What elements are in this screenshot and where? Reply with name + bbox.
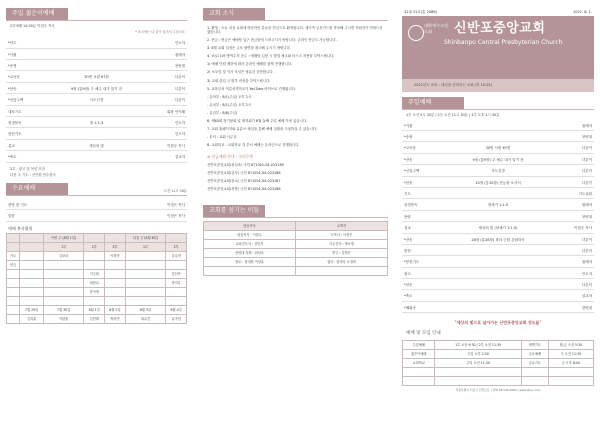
- order-row: [402, 245, 594, 256]
- order-row: [402, 234, 594, 245]
- table-cell: [105, 287, 126, 296]
- issue-bar: [402, 8, 594, 17]
- guide-cell: 교회학교: [403, 358, 435, 367]
- table-cell: 헌금: [7, 260, 20, 269]
- order-item: 광고: [404, 271, 411, 276]
- news-item: - 문의 : 교회 사무실: [207, 134, 237, 139]
- issue-date: 2021. 8. 1.: [573, 10, 592, 14]
- news-item: 1) 예배 인원 제한에 따라 온라인 예배를 함께 진행합니다.: [207, 62, 293, 67]
- section-title: 수요예배: [6, 183, 68, 195]
- section-title: 주일예배: [402, 97, 464, 109]
- table-row: [7, 305, 187, 314]
- worship-header: [402, 97, 594, 110]
- guide-cell: 금요기도: [521, 358, 548, 367]
- column-2: [203, 8, 388, 276]
- order-item: 찬양 및 기도: [8, 203, 28, 208]
- table-cell: [166, 260, 187, 269]
- table-cell: 8월 3일: [125, 305, 166, 314]
- service-time: 2부예배 14:30분 이집우 목사: [10, 24, 55, 28]
- news-item: 7. 교회 홈페이지와 유튜브 채널을 통해 예배 실황을 시청하실 수 있습니다.: [207, 126, 318, 131]
- table-row: [403, 358, 594, 367]
- order-item: *찬송: [404, 157, 413, 162]
- news-item: 4. 코로나19 방역수칙 준수 : 예배당 입장 시 발열 체크와 마스크 착용을 부탁드립니다.: [207, 54, 335, 59]
- order-row: [402, 279, 594, 290]
- bank-account: 신반포중앙교회(선교) 국민 871001-04-023187: [207, 178, 281, 183]
- staff-table: [203, 221, 388, 276]
- order-detail: 창 1:1-5: [89, 120, 104, 125]
- guide-cell: 주일예배: [403, 340, 435, 349]
- staff-header-cell: 교역자: [296, 221, 388, 230]
- order-item: *폐회송: [404, 305, 416, 310]
- order-leader: 찬양대: [581, 135, 592, 140]
- order-row: [6, 37, 187, 48]
- table-cell: 김민재: [84, 314, 105, 323]
- closing-message: "세상의 빛으로 살아가는 신반포중앙교회 성도들": [454, 320, 542, 326]
- table-row: [204, 248, 388, 257]
- order-item: 대표기도: [8, 109, 22, 114]
- order-leader: 찬양대: [581, 305, 592, 310]
- table-cell: [166, 287, 187, 296]
- news-item: - 유년부 : 8/8(주일): [207, 110, 238, 115]
- order-row: [6, 199, 187, 210]
- table-cell: 7월 30일: [43, 305, 84, 314]
- bank-account: 신반포중앙교회(십일조) 국민 871001-04-023185: [207, 162, 284, 167]
- order-row: [402, 165, 594, 176]
- staff-cell: 권사 : 한미숙 오정희: [296, 257, 388, 266]
- order-row: [402, 222, 594, 233]
- table-header-cell: [105, 233, 126, 242]
- order-leader: 이집우 목사: [573, 226, 592, 231]
- order-leader: 설교자: [174, 155, 185, 160]
- table-cell: [43, 269, 84, 278]
- table-cell: [7, 287, 20, 296]
- order-row: [6, 140, 187, 151]
- order-leader: 이정은 목사: [166, 203, 185, 208]
- order-item: *안도: [8, 41, 17, 46]
- news-item: - 유아부 : 8/1(주일) 오후 2시: [207, 94, 252, 99]
- table-cell: [20, 269, 44, 278]
- guide-cell: 주일 오전 11:30: [435, 358, 521, 367]
- order-leader: 기도위원: [578, 191, 592, 196]
- guide-cell: 월-금 오전 5:30: [548, 340, 593, 349]
- order-row: [6, 71, 187, 82]
- table-row: [403, 340, 594, 349]
- table-cell: 8월 2일: [105, 305, 126, 314]
- order-item: *축도: [8, 155, 17, 160]
- table-cell: 7월 29일: [20, 305, 44, 314]
- order-row: [402, 142, 594, 153]
- order-item: *기원: [8, 52, 17, 57]
- table-row: [204, 230, 388, 239]
- guide-cell: [548, 367, 593, 376]
- table-row: [7, 251, 187, 260]
- order-leader: 회장 안지혜: [166, 109, 185, 114]
- news-item: 5. 교육부서 여름성경학교가 YouTube 라이브로 진행됩니다.: [207, 86, 296, 91]
- order-leader: 이집우 목사: [166, 143, 185, 148]
- staff-cell: 사무간사 : 박소영: [296, 239, 388, 248]
- table-cell: [125, 260, 166, 269]
- order-item: *교독문: [8, 75, 20, 80]
- order-detail: 30번 시편 67편: [84, 75, 109, 80]
- order-leader: 이정은 목사: [166, 214, 185, 219]
- order-leader: 인도자: [174, 41, 185, 46]
- table-cell: [84, 296, 105, 305]
- order-item: *송영: [8, 64, 17, 69]
- church-logo-icon: [408, 25, 424, 41]
- table-cell: [125, 269, 166, 278]
- news-item: 1. 환영 : 오늘 처음 교회에 방문하신 분들을 진심으로 환영합니다. 새가족 등록카드를 작성해 주시면 목회자가 연락드리겠습니다.: [207, 26, 383, 35]
- guide-cell: [403, 367, 435, 376]
- table-cell: [105, 269, 126, 278]
- table-header-cell: 3부: [105, 242, 126, 251]
- table-cell: 최유진: [125, 314, 166, 323]
- sunday-order-list: [6, 37, 187, 162]
- news-item: 3) 교회 출입 시 명부 작성을 부탁드립니다.: [207, 78, 271, 83]
- order-leader: 인도자: [174, 120, 185, 125]
- table-header-cell: 2부: [166, 242, 187, 251]
- order-leader: 찬양대: [174, 64, 185, 69]
- table-cell: [20, 287, 44, 296]
- order-row: [402, 120, 594, 131]
- order-detail: 세상의 빛 (창세기 1:1-5): [478, 226, 518, 231]
- order-leader: 다같이: [581, 283, 592, 288]
- standing-note: * 표시에는 다 같이 일어서 주십시오: [135, 30, 185, 35]
- news-list: [203, 24, 388, 153]
- order-leader: 다같이: [581, 157, 592, 162]
- guide-cell: [521, 367, 548, 376]
- order-item: *송영: [404, 135, 413, 140]
- table-row: [7, 260, 187, 269]
- order-item: 봉헌기도: [8, 132, 22, 137]
- order-row: [402, 188, 594, 199]
- service-volunteer-label: 예배 봉사위원: [8, 225, 33, 231]
- table-cell: [20, 260, 44, 269]
- order-leader: 다같이: [174, 98, 185, 103]
- guide-cell: 금 오후 8:00: [548, 358, 593, 367]
- order-row: [6, 106, 187, 117]
- table-cell: [105, 260, 126, 269]
- order-row: [6, 83, 187, 94]
- order-leader: 인도자: [174, 132, 185, 137]
- order-row: [6, 151, 187, 162]
- table-row: [7, 287, 187, 296]
- news-item: 3. 8월 교회 일정은 주보 뒷면을 참고해 주시기 바랍니다.: [207, 46, 291, 51]
- table-row: [7, 269, 187, 278]
- footer-line-1: 2부 : 광고 및 목양 모임: [10, 166, 45, 171]
- volunteer-table: [6, 233, 187, 324]
- column-3: [402, 8, 594, 392]
- table-cell: 이한솔: [43, 314, 84, 323]
- table-header-cell: [166, 233, 187, 242]
- table-row: [204, 257, 388, 266]
- order-row: [6, 117, 187, 128]
- table-cell: [20, 251, 44, 260]
- order-leader: 설교자: [581, 294, 592, 299]
- table-header-cell: 1부: [43, 242, 84, 251]
- order-leader: 다같이: [581, 180, 592, 185]
- order-item: 봉헌: [404, 248, 411, 253]
- table-header-cell: 2부: [84, 242, 105, 251]
- staff-cell: 장로 : 정대현 이상훈: [204, 257, 296, 266]
- table-cell: 8월 4일: [166, 305, 187, 314]
- worship-time: 1부 오전 9시 30분 | 2부 오전 11시 30분 | 3부 오후 2시 30분: [406, 113, 500, 118]
- table-cell: 유아현: [166, 314, 187, 323]
- bank-account: 신반포중앙교회(건축) 국민 871001-04-023188: [207, 186, 281, 191]
- table-cell: 이정민: [105, 251, 126, 260]
- order-item: *찬송: [8, 86, 17, 91]
- guide-cell: [521, 376, 548, 385]
- table-cell: 8월 1일: [84, 305, 105, 314]
- order-detail: 28장 (통28장) 복의 근원 강림하사: [471, 237, 525, 242]
- guide-cell: [435, 367, 521, 376]
- order-detail: 30번 시편 67편: [485, 146, 511, 151]
- table-cell: [105, 296, 126, 305]
- table-header-cell: [7, 233, 20, 242]
- order-item: *기원: [404, 123, 413, 128]
- news-item: 8. 교회학교 : 교회학교 각 부서 예배는 온라인으로 진행합니다.: [207, 142, 300, 147]
- guide-cell: [548, 376, 593, 385]
- order-item: 설교: [8, 143, 15, 148]
- order-row: [6, 60, 187, 71]
- meeting-guide-table: [402, 340, 594, 386]
- order-row: [402, 302, 594, 313]
- order-item: *신앙고백: [404, 169, 420, 174]
- table-cell: [43, 260, 84, 269]
- table-row: [403, 349, 594, 358]
- guide-cell: 새벽기도: [521, 340, 548, 349]
- order-detail: 사도신경: [491, 169, 505, 174]
- meeting-guide-title: 예배 및 모임 안내: [406, 331, 441, 337]
- guide-cell: 수 오전 11:30: [548, 349, 593, 358]
- news-item: 6. 제63회 정기당회 및 제직회가 8월 둘째 주일 예배 후에 있습니다.: [207, 118, 308, 123]
- order-detail: 9장 (통9장) 주 예수 내가 알기 전: [472, 157, 524, 162]
- worship-order-list: [402, 120, 594, 314]
- table-cell: 기도: [7, 251, 20, 260]
- order-row: [6, 128, 187, 139]
- table-cell: [43, 287, 84, 296]
- footer-line-2: 다음 주 기도 : 신인원 안수집사: [10, 172, 56, 177]
- guide-cell: [435, 376, 521, 385]
- bank-account: 신반포중앙교회(감사) 국민 871001-04-023186: [207, 170, 281, 175]
- order-row: [402, 290, 594, 301]
- staff-header-cell: 담임목사: [204, 221, 296, 230]
- section-title: 주일 젊은이예배: [6, 8, 68, 20]
- table-cell: 김보라: [43, 251, 84, 260]
- order-detail: 10장 (통10장) 전능왕 오셔서: [475, 180, 521, 185]
- table-cell: 정지우: [166, 278, 187, 287]
- order-item: 성경봉독: [8, 120, 22, 125]
- table-cell: 박서연: [105, 314, 126, 323]
- table-cell: [43, 296, 84, 305]
- order-item: 찬양: [404, 214, 411, 219]
- order-item: *교독문: [404, 146, 416, 151]
- order-row: [402, 268, 594, 279]
- staff-cell: 부목사 : 이정은: [296, 230, 388, 239]
- church-banner: [402, 17, 594, 79]
- table-cell: [125, 296, 166, 305]
- table-cell: [125, 251, 166, 260]
- table-header-cell: [7, 242, 20, 251]
- church-footer: 서울특별시 서초구 신반포로 | 전화 02-532-0000 | www.sbcc.or.kr: [455, 387, 541, 392]
- order-item: 기도: [404, 191, 411, 196]
- order-leader: 찬양대: [581, 214, 592, 219]
- order-leader: 다같이: [581, 146, 592, 151]
- table-row: [7, 278, 187, 287]
- order-item: *찬송: [404, 237, 413, 242]
- order-row: [6, 49, 187, 60]
- table-cell: 김나현: [166, 251, 187, 260]
- wed-time: 오전 11시 30분: [163, 188, 187, 193]
- guide-cell: 주일 오후 2:30: [435, 349, 521, 358]
- table-row: [7, 314, 187, 323]
- table-row: [403, 376, 594, 385]
- table-header-cell: [84, 233, 105, 242]
- order-leader: 다같이: [581, 248, 592, 253]
- table-header-cell: 1부: [125, 242, 166, 251]
- church-name: 신반포중앙교회: [454, 21, 546, 37]
- order-leader: 집례자: [581, 260, 592, 265]
- order-row: [402, 211, 594, 222]
- table-cell: [84, 251, 105, 260]
- order-row: [6, 210, 187, 221]
- staff-cell: 반주 : 김하은: [296, 248, 388, 257]
- bank-list: [203, 153, 388, 197]
- table-row: [7, 296, 187, 305]
- order-detail: 9장 (통9장) 주 예수 내가 알기 전: [70, 86, 123, 91]
- section-title: 교회를 섬기는 이들: [203, 205, 265, 217]
- staff-cell: [204, 266, 296, 275]
- order-row: [402, 199, 594, 210]
- guide-cell: [403, 376, 435, 385]
- table-cell: [43, 278, 84, 287]
- table-cell: [7, 278, 20, 287]
- guide-cell: 젊은이예배: [403, 349, 435, 358]
- order-item: *봉헌기도: [404, 260, 420, 265]
- order-row: [402, 177, 594, 188]
- order-leader: 인도자: [581, 271, 592, 276]
- order-leader: 집례자: [581, 123, 592, 128]
- guide-cell: 1부 오전 9:30 | 2부 오전 11:30: [435, 340, 521, 349]
- table-cell: [7, 269, 20, 278]
- bank-head: ※ 헌금계좌 안내 : 국민은행: [207, 153, 253, 159]
- order-detail: 사도신경: [89, 98, 104, 103]
- order-item: 성경봉독: [404, 203, 418, 208]
- table-row: [204, 239, 388, 248]
- table-cell: [125, 278, 166, 287]
- table-row: [204, 266, 388, 275]
- annual-theme: 2021년도 표어 : 내일을 준비하는 교회 (히 10:25): [402, 79, 594, 92]
- table-header-cell: 다음 주 (8월 8일): [125, 233, 166, 242]
- staff-header: [203, 205, 388, 218]
- order-item: *찬송: [404, 180, 413, 185]
- order-row: [402, 131, 594, 142]
- table-cell: [166, 296, 187, 305]
- order-item: 설교: [404, 226, 411, 231]
- table-cell: [105, 278, 126, 287]
- table-cell: [7, 296, 20, 305]
- staff-cell: 담임목사 : 이집우: [204, 230, 296, 239]
- sunday-youth-header: [6, 8, 187, 21]
- issue-number: 41권 31호(통 2086): [404, 10, 437, 14]
- order-leader: 다같이: [581, 169, 592, 174]
- table-cell: [7, 314, 20, 323]
- news-header: [203, 8, 388, 21]
- wed-header: [6, 183, 187, 196]
- table-cell: [125, 287, 166, 296]
- order-leader: 다같이: [174, 75, 185, 80]
- table-cell: 최한나: [84, 278, 105, 287]
- wed-order-list: [6, 199, 187, 222]
- news-item: 2) 소모임 및 식사 모임은 당분간 중단합니다.: [207, 70, 274, 75]
- order-row: [6, 94, 187, 105]
- column-1: [6, 8, 187, 324]
- staff-cell: [296, 266, 388, 275]
- table-cell: 김선욱: [166, 269, 187, 278]
- order-row: [402, 256, 594, 267]
- table-header-cell: [20, 233, 44, 242]
- table-cell: 이주희: [84, 269, 105, 278]
- order-leader: 다같이: [581, 237, 592, 242]
- table-cell: 한아영: [84, 287, 105, 296]
- guide-cell: 수요예배: [521, 349, 548, 358]
- table-cell: [20, 296, 44, 305]
- order-item: *축도: [404, 294, 413, 299]
- table-row: [403, 367, 594, 376]
- order-detail: 창세기 1:1-5: [487, 203, 509, 208]
- news-item: - 유치부 : 8/1(주일) 오후 2시: [207, 102, 252, 107]
- section-title: 교회 소식: [203, 8, 265, 20]
- order-row: [402, 154, 594, 165]
- order-item: *찬송: [404, 283, 413, 288]
- table-cell: 김지훈: [20, 314, 44, 323]
- denomination: 대한예수교장로회: [424, 23, 449, 34]
- staff-cell: 교육전도사 : 김민지: [204, 239, 296, 248]
- table-cell: [84, 260, 105, 269]
- table-header-cell: 이번 주 (8월 1일): [43, 233, 84, 242]
- order-item: *신앙고백: [8, 98, 24, 103]
- order-item: 말씀: [8, 214, 15, 219]
- staff-cell: 찬양대 지휘 : 최성호: [204, 248, 296, 257]
- table-cell: [7, 305, 20, 314]
- order-leader: 집례자: [581, 203, 592, 208]
- order-detail: 세상의 빛: [89, 143, 104, 148]
- table-header-cell: [20, 242, 44, 251]
- church-name-english: Shinbanpo Central Presbyterian Church: [444, 39, 563, 47]
- order-leader: 집례자: [174, 52, 185, 57]
- news-item: 2. 헌금 : 헌금은 예배당 입구 헌금함에 드려주시기 바랍니다. 온라인 헌금도 가능합니다.: [207, 38, 337, 43]
- table-cell: [20, 278, 44, 287]
- order-leader: 다같이: [174, 86, 185, 91]
